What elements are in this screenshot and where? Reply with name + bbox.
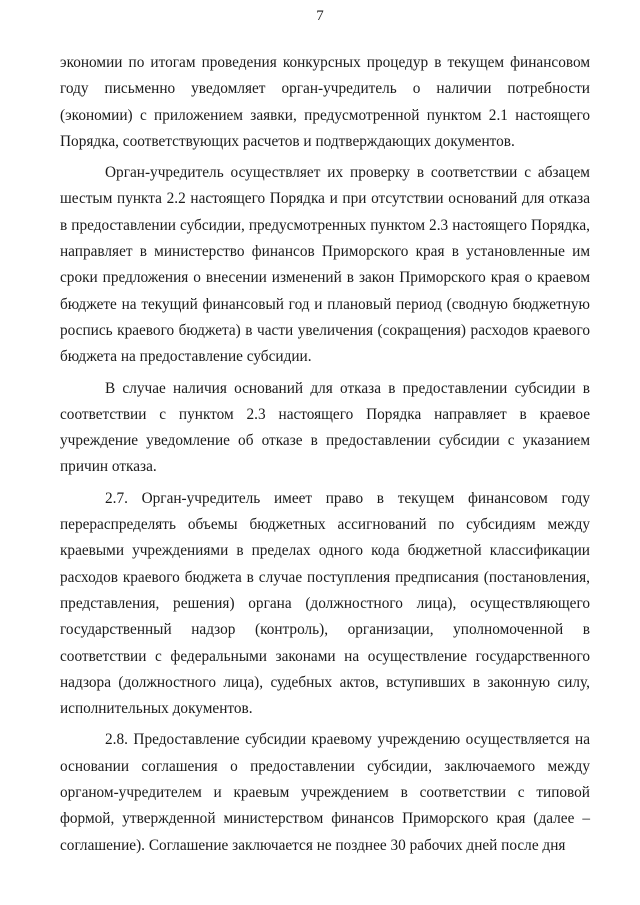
document-body <box>60 50 590 859</box>
paragraph-refusal: В случае наличия оснований для отказа в предоставлении субсидии в соответствии с пунктом 2.3 настоящего Порядка направляет в краевое учреждение уведомление об отказе в предоставлении субсидии с указанием причин отказа. <box>60 379 590 476</box>
paragraph-clause-2-8: 2.8. Предоставление субсидии краевому учреждению осуществляется на основании соглашения о предоставлении субсидии, заключаемого между органом-учредителем и краевым учреждением в соответствии с типовой формой, утвержденной министерством финансов Приморского края (далее – соглашение). Соглашение заключается не позднее 30 рабочих дней после дня <box>60 731 590 854</box>
paragraph-review: Орган-учредитель осуществляет их проверку в соответствии с абзацем шестым пункта 2.2 настоящего Порядка и при отсутствии оснований для отказа в предоставлении субсидии, предусмотренных пунктом 2.3 настоящего Порядка, направляет в министерство финансов Приморского края в установленные им сроки предложения о внесении изменений в закон Приморского края о краевом бюджете на текущий финансовый год и плановый период (сводную бюджетную роспись краевого бюджета) в части увеличения (сокращения) расходов краевого бюджета на предоставление субсидии. <box>60 164 590 366</box>
paragraph-clause-2-7: 2.7. Орган-учредитель имеет право в текущем финансовом году перераспределять объемы бюджетных ассигнований по субсидиям между краевыми учреждениями в пределах одного кода бюджетной классификации расходов краевого бюджета в случае поступления предписания (постановления, представления, решения) органа (должностного лица), осуществляющего государственный надзор (контроль), организации, уполномоченной в соответствии с федеральными законами на осуществление государственного надзора (должностного лица), судебных актов, вступивших в законную силу, исполнительных документов. <box>60 489 590 718</box>
page-number: 7 <box>316 8 324 24</box>
paragraph-continuation: экономии по итогам проведения конкурсных процедур в текущем финансовом году письменно уведомляет орган-учредитель о наличии потребности (экономии) с приложением заявки, предусмотренной пунктом 2.1 настоящего Порядка, соответствующих расчетов и подтверждающих документов. <box>60 54 590 150</box>
